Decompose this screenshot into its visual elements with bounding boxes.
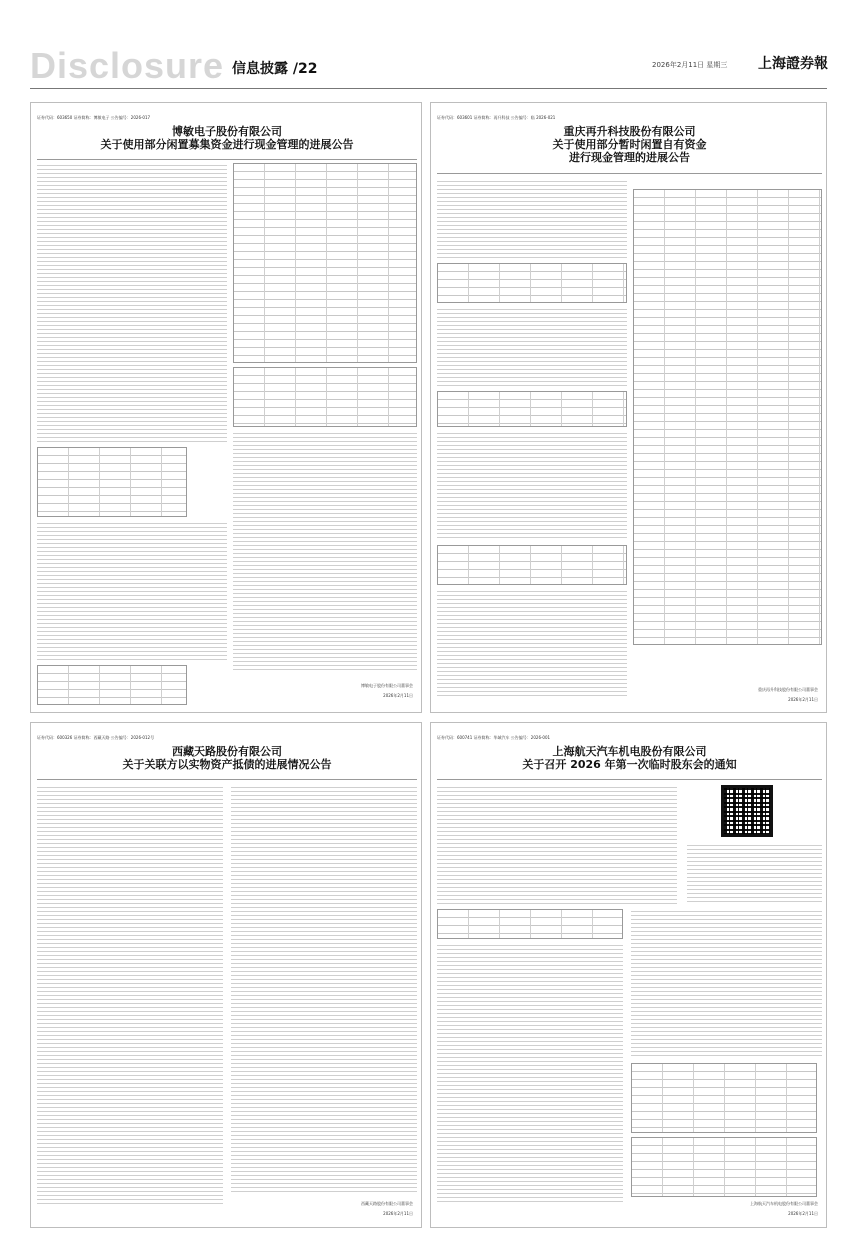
issue-date: 2026年2月11日 星期三 [652, 61, 728, 69]
notice-signature: 上海航天汽车机电股份有限公司董事会 [750, 1201, 818, 1206]
notice-body-text [687, 843, 822, 903]
notice-company: 西藏天路股份有限公司 [172, 745, 282, 758]
notice-date: 2026年2月11日 [788, 697, 818, 702]
notice-meta: 证券代码：603650 证券简称：博敏电子 公告编号：2026-017 [37, 115, 151, 120]
masthead-logo: Disclosure [30, 45, 225, 86]
notice-body-text [37, 163, 227, 443]
notice-table [37, 665, 187, 705]
notice-meta: 证券代码：603601 证券简称：再升科技 公告编号：临 2026-021 [437, 115, 556, 120]
notice-title [431, 125, 828, 164]
notice-title [31, 745, 423, 771]
notice-title [431, 745, 828, 771]
notice-date: 2026年2月11日 [788, 1211, 818, 1216]
newspaper-name: 上海證券報 [758, 56, 828, 72]
notice-date: 2026年2月11日 [383, 1211, 413, 1216]
notice-meta: 证券代码：600326 证券简称：西藏天路 公告编号：2026-012号 [37, 735, 155, 740]
notice-body-text [437, 307, 627, 387]
title-rule [437, 779, 822, 780]
notice-panel-4 [430, 722, 827, 1228]
notice-meta: 证券代码：600741 证券简称：华域汽车 公告编号：2026-001 [437, 735, 551, 740]
notice-panel-3 [30, 722, 422, 1228]
notice-table [437, 909, 623, 939]
title-rule [37, 779, 417, 780]
notice-signature: 博敏电子股份有限公司董事会 [361, 683, 413, 688]
notice-subject: 关于使用部分暂时闲置自有资金 [552, 138, 707, 151]
qr-code-icon [721, 785, 773, 837]
notice-panel-1 [30, 102, 422, 713]
notice-body-text [437, 943, 623, 1203]
notice-body-text [437, 785, 677, 905]
notice-table [631, 1063, 817, 1133]
notice-company: 博敏电子股份有限公司 [172, 125, 282, 138]
notice-panel-2 [430, 102, 827, 713]
notice-subject: 关于召开 2026 年第一次临时股东会的通知 [522, 758, 737, 771]
notice-company: 上海航天汽车机电股份有限公司 [552, 745, 707, 758]
notice-subject: 关于关联方以实物资产抵债的进展情况公告 [122, 758, 332, 771]
notice-subject-cont: 进行现金管理的进展公告 [569, 151, 690, 164]
notice-body-text [37, 785, 223, 1205]
notice-date: 2026年2月11日 [383, 693, 413, 698]
notice-body-text [437, 431, 627, 541]
notice-table [233, 367, 417, 427]
notice-signature: 重庆再升科技股份有限公司董事会 [758, 687, 818, 692]
notice-table [437, 391, 627, 427]
notice-body-text [437, 589, 627, 699]
notice-table [437, 545, 627, 585]
title-rule [37, 159, 417, 160]
notice-body-text [437, 179, 627, 259]
notice-body-text [37, 521, 227, 661]
section-title: 信息披露 /22 [232, 61, 318, 77]
title-rule [437, 173, 822, 174]
notice-title [31, 125, 423, 151]
notice-table [631, 1137, 817, 1197]
notice-company: 重庆再升科技股份有限公司 [563, 125, 696, 138]
notice-signature: 西藏天路股份有限公司董事会 [361, 1201, 413, 1206]
notice-body-text [231, 785, 417, 1195]
notice-table [233, 163, 417, 363]
notice-body-text [233, 431, 417, 671]
notice-table [633, 189, 822, 645]
notice-subject: 关于使用部分闲置募集资金进行现金管理的进展公告 [100, 138, 354, 151]
notice-body-text [631, 909, 822, 1059]
header-rule [30, 88, 827, 89]
notice-table [37, 447, 187, 517]
notice-table [437, 263, 627, 303]
